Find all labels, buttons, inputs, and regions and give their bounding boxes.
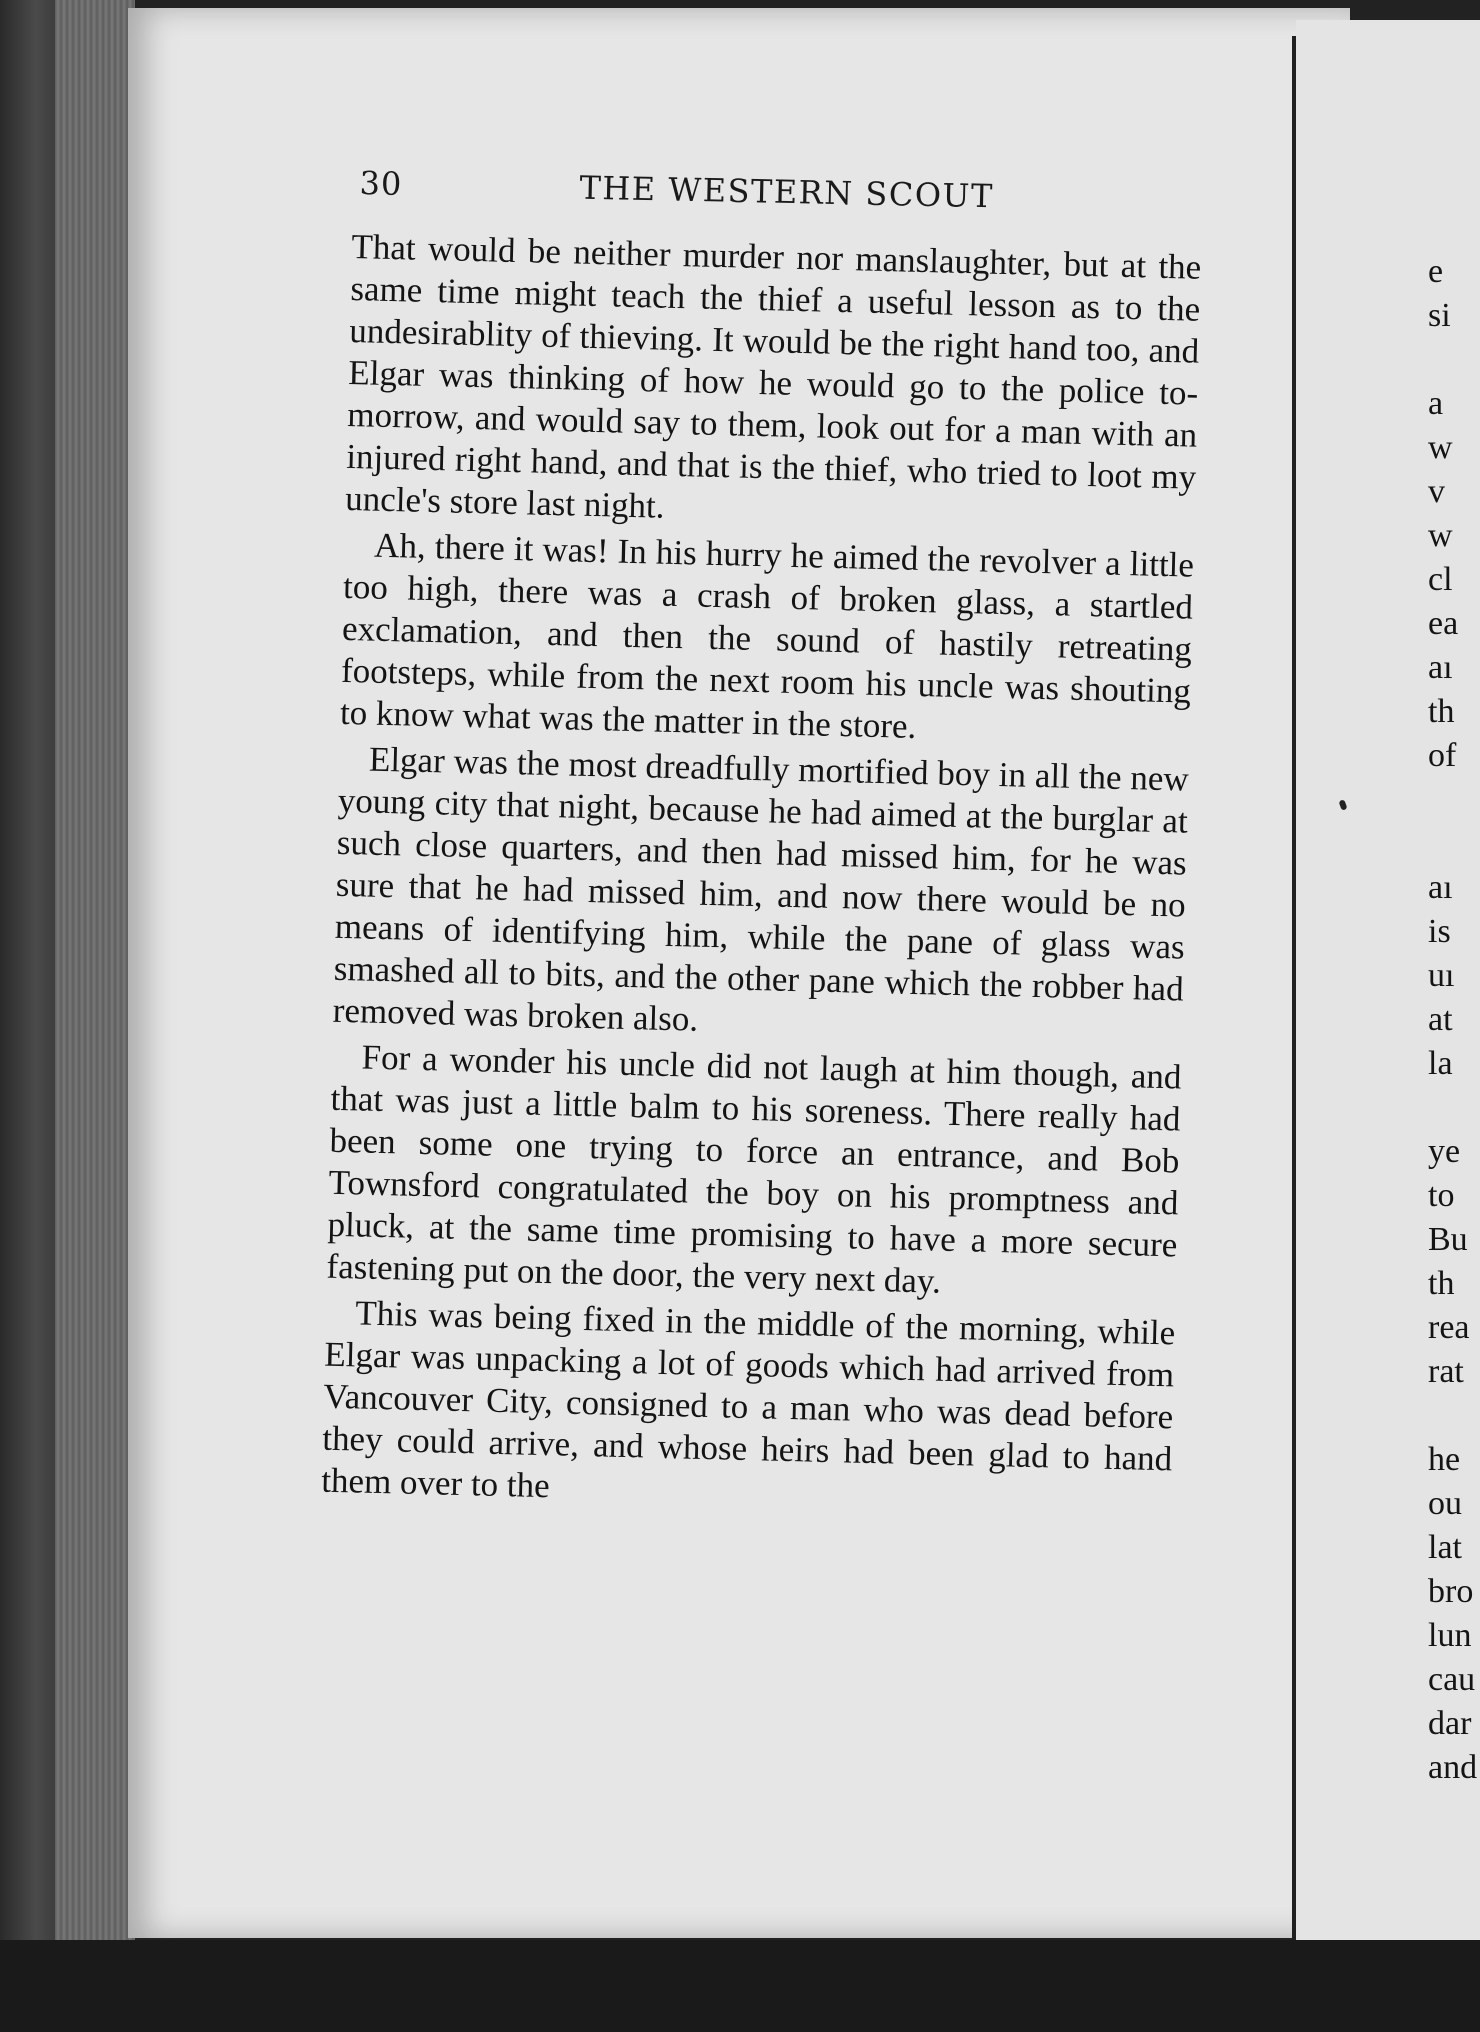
facing-page-line: of — [1428, 737, 1457, 774]
facing-page-line: is — [1428, 913, 1451, 950]
facing-page-line: ye — [1428, 1133, 1461, 1170]
facing-page-line: lun — [1428, 1617, 1472, 1654]
facing-page-line: th — [1428, 693, 1455, 730]
facing-page-line — [1428, 338, 1480, 382]
facing-page-line: at — [1428, 1001, 1453, 1038]
facing-page-line: a — [1428, 385, 1444, 422]
paragraph: For a wonder his uncle did not laugh at him though, and that was just a little balm to his soreness. There really had been some one trying to force an entrance, and Bob Townsford congratulated the boy on his promptness and pluck, at the same time promising to have a more secure fastening put on the door, the very next day. — [326, 1037, 1182, 1301]
facing-page-line: he — [1428, 1441, 1461, 1478]
facing-page-line: v — [1428, 473, 1445, 510]
facing-page-line: to — [1428, 1177, 1455, 1214]
facing-page-line: si — [1428, 297, 1451, 334]
facing-page-line: rea — [1428, 1309, 1470, 1346]
facing-page-line: and — [1428, 1749, 1478, 1786]
body-text — [321, 226, 1202, 1522]
facing-page-line: rat — [1428, 1353, 1464, 1390]
facing-page-line: aı — [1428, 869, 1453, 906]
paragraph: Ah, there it was! In his hurry he aimed the revolver a little too high, there was a crash of broken glass, a startled exclamation, and then the sound of hastily retreating footsteps, while from the next room his uncle was shouting to know what was the matter in the store. — [339, 525, 1195, 746]
facing-page-line: Bu — [1428, 1221, 1468, 1258]
paragraph: Elgar was the most dreadfully mortified boy in all the new young city that night, because he had aimed at the burglar at such close quarters, and then had missed him, for he was sure that he had missed him, and now there would be no means of identifying him, while the pane of glass was smashed all to bits, and the other pane which the robber had removed was broken also. — [332, 739, 1190, 1039]
facing-page-line: la — [1428, 1045, 1453, 1082]
facing-page-line — [1428, 1394, 1480, 1438]
facing-page-line: ea — [1428, 605, 1459, 642]
book-binding — [0, 0, 60, 2032]
facing-page-text — [1428, 250, 1480, 1790]
facing-page-line: lat — [1428, 1529, 1462, 1566]
page-number: 30 — [359, 164, 403, 203]
facing-page-line: cau — [1428, 1661, 1476, 1698]
facing-page-line: cl — [1428, 561, 1453, 598]
paragraph: This was being fixed in the middle of the morning, while Elgar was unpacking a lot of goods which had arrived from Vancouver City, consigned to a man who was dead before they could arrive, and whose heirs had been glad to hand them over to the — [320, 1293, 1176, 1506]
facing-page-line: aı — [1428, 649, 1453, 686]
facing-page-line: w — [1428, 429, 1453, 466]
page-edges — [55, 0, 135, 1990]
running-head: THE WESTERN SCOUT — [579, 168, 995, 216]
facing-page-line: w — [1428, 517, 1453, 554]
paragraph: That would be neither murder nor manslaughter, but at the same time might teach the thief a useful lesson as to the undesirablity of thieving. It would be the right hand too, and Elgar was thinking of how he would go to the police to-morrow, and would say to them, look out for a man with an injured right hand, and that is the thief, who tried to loot my uncle's store last night. — [344, 226, 1202, 526]
facing-page-line — [1428, 822, 1480, 866]
facing-page-line: e — [1428, 253, 1444, 290]
facing-page-line: dar — [1428, 1705, 1472, 1742]
facing-page-line: bro — [1428, 1573, 1474, 1610]
facing-page-line — [1428, 1086, 1480, 1130]
facing-page-line: uı — [1428, 957, 1455, 994]
facing-page-line: th — [1428, 1265, 1455, 1302]
facing-page-line — [1428, 778, 1480, 822]
page-gutter — [1292, 36, 1296, 1956]
facing-page-line: ou — [1428, 1485, 1462, 1522]
bottom-shadow — [0, 1940, 1480, 2032]
